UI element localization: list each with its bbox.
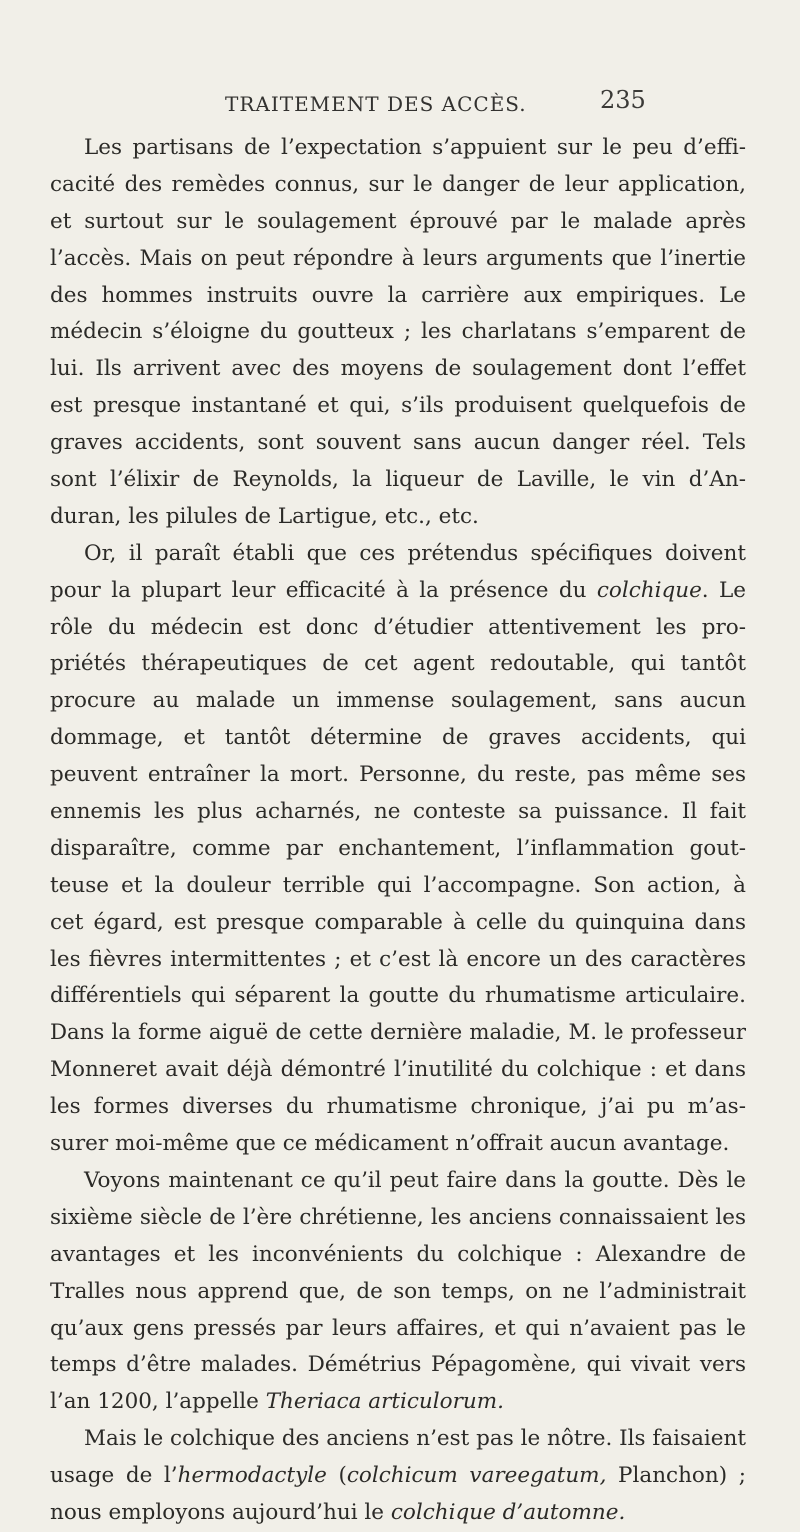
text-segment: est presque instantané et qui, s’ils produisent quelquefois de xyxy=(50,393,746,419)
page-number: 235 xyxy=(600,86,646,114)
text-segment: lui. Ils arrivent avec des moyens de soulagement dont l’effet xyxy=(50,356,746,382)
text-line xyxy=(50,388,746,425)
italic-text-segment: colchicum vareegatum, xyxy=(346,1463,607,1489)
text-segment: Les partisans de l’expectation s’appuient sur le peu d’effi- xyxy=(84,135,746,160)
text-segment: Mais le colchique des anciens n’est pas le nôtre. Ils faisaient xyxy=(84,1426,746,1452)
text-segment: rôle du médecin est donc d’étudier attentivement les pro- xyxy=(50,614,746,640)
text-segment: les fièvres intermittentes ; et c’est là encore un des caractères xyxy=(50,946,746,972)
text-line xyxy=(50,314,746,351)
text-line xyxy=(50,130,746,167)
text-segment: cacité des remèdes connus, sur le danger de leur application, xyxy=(50,171,746,197)
text-line xyxy=(50,1384,746,1421)
text-segment: pour la plupart leur efficacité à la présence du xyxy=(50,577,597,603)
text-segment: nous employons aujourd’hui le xyxy=(50,1499,391,1525)
italic-text-segment: Theriaca articulorum. xyxy=(265,1389,504,1415)
text-line xyxy=(50,1089,746,1126)
text-segment: l’accès. Mais on peut répondre à leurs arguments que l’inertie xyxy=(50,245,746,271)
text-line xyxy=(50,278,746,315)
text-segment: priétés thérapeutiques de cet agent redoutable, qui tantôt xyxy=(50,651,746,677)
text-line xyxy=(50,610,746,647)
text-line xyxy=(50,351,746,388)
text-segment: avantages et les inconvénients du colchique : Alexandre de xyxy=(50,1241,746,1267)
running-head-title: TRAITEMENT DES ACCÈS. xyxy=(225,92,527,116)
text-line xyxy=(50,1015,746,1052)
text-segment: peuvent entraîner la mort. Personne, du reste, pas même ses xyxy=(50,762,746,788)
text-line xyxy=(50,757,746,794)
text-line xyxy=(50,462,746,499)
text-line xyxy=(50,1311,746,1348)
text-segment: ennemis les plus acharnés, ne conteste sa puissance. Il fait xyxy=(50,799,746,825)
text-segment: Voyons maintenant ce qu’il peut faire dans la goutte. Dès le xyxy=(84,1167,746,1193)
text-line xyxy=(50,868,746,905)
text-line xyxy=(50,204,746,241)
text-segment: Dans la forme aiguë de cette dernière maladie, M. le professeur xyxy=(50,1020,746,1046)
text-segment: duran, les pilules de Lartigue, etc., etc. xyxy=(50,503,479,529)
text-line xyxy=(50,905,746,942)
text-line xyxy=(50,573,746,610)
text-line xyxy=(50,1052,746,1089)
text-segment: l’an 1200, l’appelle xyxy=(50,1389,266,1415)
text-line xyxy=(50,425,746,462)
text-segment: temps d’être malades. Démétrius Pépagomène, qui vivait vers xyxy=(50,1352,746,1378)
text-segment: usage de l’ xyxy=(50,1463,178,1489)
text-line xyxy=(50,167,746,204)
text-segment: Monneret avait déjà démontré l’inutilité du colchique : et dans xyxy=(50,1057,746,1083)
text-segment: surer moi-même que ce médicament n’offrait aucun avantage. xyxy=(50,1131,730,1157)
text-line xyxy=(50,942,746,979)
italic-text-segment: colchique xyxy=(596,577,702,603)
text-segment: disparaître, comme par enchantement, l’inflammation gout- xyxy=(50,835,746,861)
text-segment: et surtout sur le soulagement éprouvé par le malade après xyxy=(50,208,746,234)
text-segment: sixième siècle de l’ère chrétienne, les anciens connaissaient les xyxy=(50,1204,746,1230)
text-line xyxy=(50,720,746,757)
text-line xyxy=(50,831,746,868)
text-segment: médecin s’éloigne du goutteux ; les charlatans s’emparent de xyxy=(50,319,746,345)
text-segment: ( xyxy=(326,1463,347,1489)
text-line xyxy=(50,499,746,536)
text-line xyxy=(50,794,746,831)
text-line xyxy=(50,683,746,720)
text-line xyxy=(50,1458,746,1495)
text-line xyxy=(50,1347,746,1384)
text-segment: Planchon) ; xyxy=(606,1463,746,1489)
italic-text-segment: hermodactyle xyxy=(177,1463,327,1489)
italic-text-segment: colchique d’automne. xyxy=(390,1499,626,1525)
text-segment: dommage, et tantôt détermine de graves accidents, qui xyxy=(50,725,746,751)
running-head xyxy=(0,86,800,126)
text-segment: teuse et la douleur terrible qui l’accompagne. Son action, à xyxy=(50,872,746,898)
text-line xyxy=(50,536,746,573)
text-line xyxy=(50,1421,746,1458)
text-line xyxy=(50,1237,746,1274)
text-segment: Tralles nous apprend que, de son temps, on ne l’administrait xyxy=(50,1278,746,1304)
text-segment: procure au malade un immense soulagement, sans aucun xyxy=(50,688,746,714)
text-segment: . Le xyxy=(701,577,746,603)
text-line xyxy=(50,1200,746,1237)
text-segment: qu’aux gens pressés par leurs affaires, et qui n’avaient pas le xyxy=(50,1315,746,1341)
text-segment: cet égard, est presque comparable à celle du quinquina dans xyxy=(50,909,746,935)
text-segment: graves accidents, sont souvent sans aucun danger réel. Tels xyxy=(50,430,746,456)
text-segment: les formes diverses du rhumatisme chronique, j’ai pu m’as- xyxy=(50,1094,746,1120)
text-line xyxy=(50,241,746,278)
text-segment: des hommes instruits ouvre la carrière aux empiriques. Le xyxy=(50,282,746,308)
text-line xyxy=(50,1163,746,1200)
text-line xyxy=(50,1274,746,1311)
text-line xyxy=(50,978,746,1015)
text-line xyxy=(50,1126,746,1163)
text-line xyxy=(50,646,746,683)
text-segment: sont l’élixir de Reynolds, la liqueur de Laville, le vin d’An- xyxy=(50,467,746,493)
text-segment: différentiels qui séparent la goutte du rhumatisme articulaire. xyxy=(50,983,746,1009)
text-segment: Or, il paraît établi que ces prétendus spécifiques doivent xyxy=(84,540,746,566)
body-text xyxy=(50,130,746,1532)
text-line xyxy=(50,1495,746,1532)
